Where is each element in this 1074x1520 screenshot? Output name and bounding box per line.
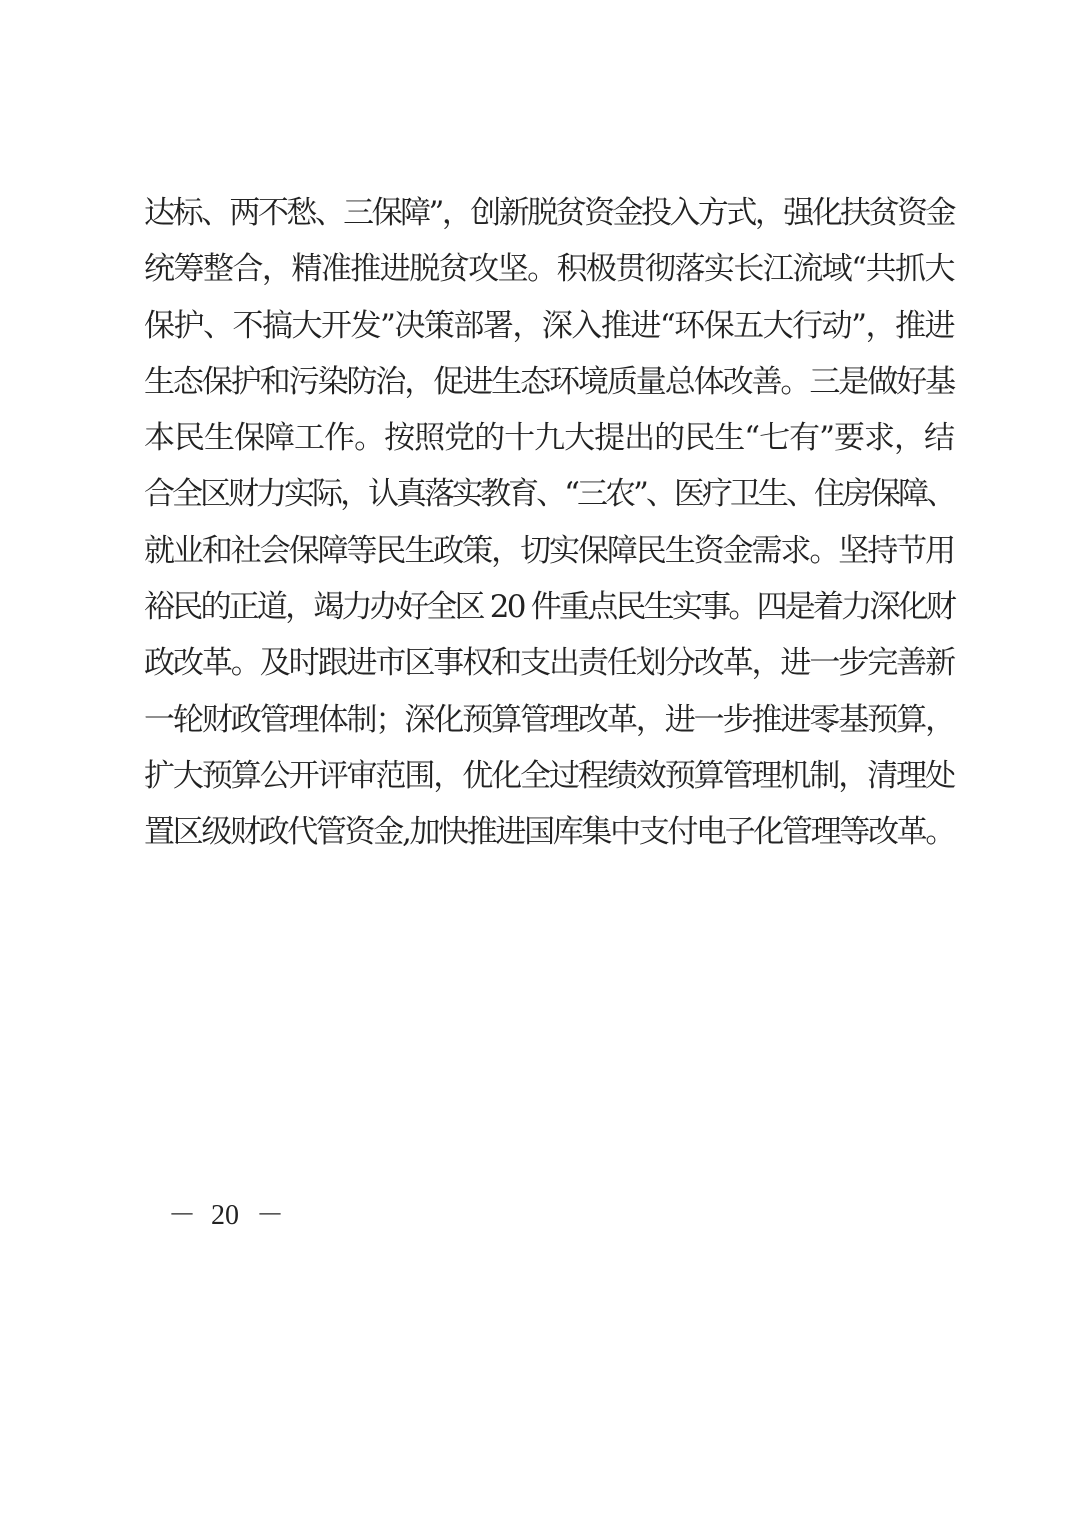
text-line: 政改革。及时跟进市区事权和支出责任划分改革，进一步完善新 (144, 645, 955, 682)
body-paragraph (144, 185, 954, 861)
text-line: 裕民的正道，竭力办好全区 20 件重点民生实事。四是着力深化财 (144, 589, 955, 626)
text-line: 合全区财力实际，认真落实教育、“三农”、医疗卫生、住房保障、 (144, 476, 954, 513)
page-number-dash-right: － (256, 1200, 285, 1231)
page-number-dash-left: － (168, 1200, 197, 1231)
page-number: 20 (211, 1200, 239, 1231)
text-line: 置区级财政代管资金,加快推进国库集中支付电子化管理等改革。 (144, 814, 954, 851)
text-line: 达标、两不愁、三保障”，创新脱贫资金投入方式，强化扶贫资金 (144, 195, 954, 231)
page-footer (168, 1196, 285, 1236)
text-line: 保护、不搞大开发”决策部署，深入推进“环保五大行动”，推进 (144, 307, 954, 344)
text-line: 就业和社会保障等民生政策，切实保障民生资金需求。坚持节用 (144, 532, 955, 569)
text-line: 一轮财政管理体制；深化预算管理改革，进一步推进零基预算， (144, 701, 955, 738)
text-line: 本民生保障工作。按照党的十九大提出的民生“七有”要求，结 (144, 420, 954, 457)
text-line: 扩大预算公开评审范围，优化全过程绩效预算管理机制，清理处 (144, 757, 955, 794)
text-line: 生态保护和污染防治，促进生态环境质量总体改善。三是做好基 (144, 363, 955, 400)
text-line: 统筹整合，精准推进脱贫攻坚。积极贯彻落实长江流域“共抓大 (144, 251, 954, 288)
